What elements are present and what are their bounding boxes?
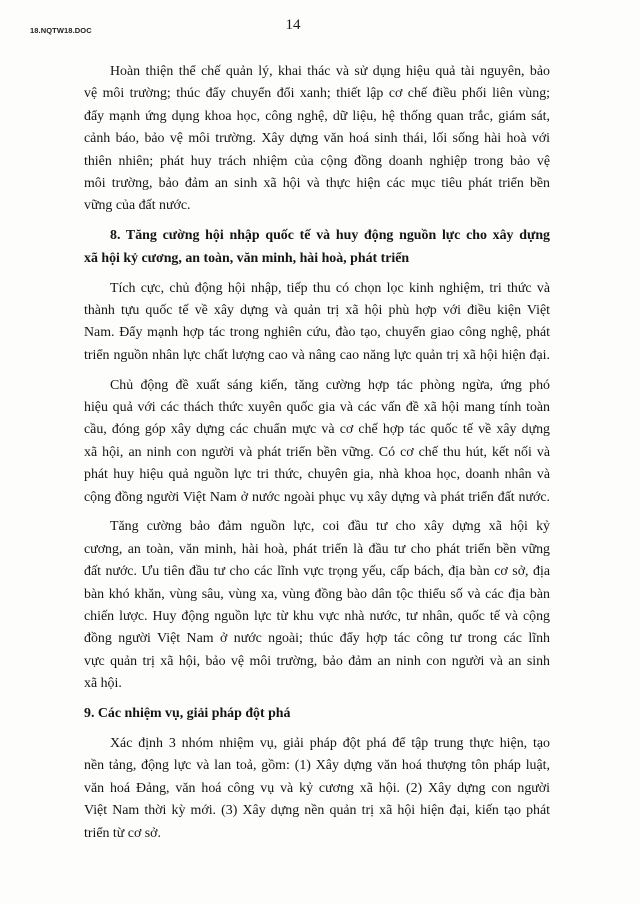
text-line: phát huy hiệu quả nguồn lực tri thức, chuyên gia, nhà khoa học, doanh nhân và xyxy=(84,467,550,483)
document-body xyxy=(84,61,550,852)
text-line: Hoàn thiện thể chế quản lý, khai thác và sử dụng hiệu quả tài nguyên, bảo xyxy=(110,64,550,79)
text-line: xã hội. xyxy=(84,676,122,692)
text-line: nền tảng, động lực và lan toả, gồm: (1) Xây dựng văn hoá thượng tôn pháp luật, xyxy=(84,758,550,774)
text-line: hiệu quả với các thách thức xuyên quốc gia và các vấn đề xã hội mang tính toàn xyxy=(84,399,550,415)
page-number: 14 xyxy=(285,17,301,33)
text-line: bàn khó khăn, vùng sâu, vùng xa, vùng đồng bào dân tộc thiểu số và các địa bàn xyxy=(84,586,550,602)
text-line: đất nước. Ưu tiên đầu tư cho các lĩnh vực trọng yếu, cấp bách, địa bàn cơ sở, địa xyxy=(84,564,550,580)
text-line: vững của đất nước. xyxy=(84,198,191,214)
text-line: thiên nhiên; phát huy trách nhiệm của cộng đồng doanh nghiệp trong bảo vệ xyxy=(84,153,550,169)
text-line: triển nguồn nhân lực chất lượng cao và nâng cao năng lực quản trị xã hội hiện đại. xyxy=(84,347,550,363)
text-line: vực quản trị xã hội, bảo vệ môi trường, bảo đảm an ninh con người và an sinh xyxy=(84,653,550,669)
text-line: môi trường, bảo đảm an sinh xã hội và thực hiện các mục tiêu phát triển bền xyxy=(84,175,550,191)
text-line: cầu, đóng góp xây dựng các chuẩn mực và cơ chế hợp tác quốc tế về xây dựng xyxy=(84,422,550,438)
text-line: văn hoá Đảng, văn hoá công vụ và kỷ cương xã hội. (2) Xây dựng con người xyxy=(84,780,550,796)
text-line: Nam. Đẩy mạnh hợp tác trong nghiên cứu, đào tạo, chuyển giao công nghệ, phát xyxy=(84,325,550,341)
text-line: cộng đồng người Việt Nam ở nước ngoài phục vụ xây dựng và phát triển đất nước. xyxy=(84,489,550,505)
text-line: đẩy mạnh ứng dụng khoa học, công nghệ, dữ liệu, hệ thống quan trắc, giám sát, xyxy=(84,108,550,124)
heading-line: 8. Tăng cường hội nhập quốc tế và huy động nguồn lực cho xây dựng xyxy=(110,228,550,244)
paragraph-breakthrough-tasks xyxy=(84,733,550,845)
text-line: Xác định 3 nhóm nhiệm vụ, giải pháp đột phá để tập trung thực hiện, tạo xyxy=(110,735,550,751)
heading-line: xã hội kỷ cương, an toàn, văn minh, hài hoà, phát triển xyxy=(84,250,410,266)
paragraph-initiatives xyxy=(84,375,550,509)
text-line: cảnh báo, bảo vệ môi trường. Xây dựng văn hoá sinh thái, lối sống hài hoà với xyxy=(84,131,550,147)
text-line: Tăng cường bảo đảm nguồn lực, coi đầu tư cho xây dựng xã hội kỷ xyxy=(110,519,550,535)
paragraph-integration xyxy=(84,278,550,368)
text-line: triển từ cơ sở. xyxy=(84,825,161,841)
text-line: thành tựu quốc tế về xây dựng và quản trị xã hội phù hợp với điều kiện Việt xyxy=(84,302,550,318)
text-line: Việt Nam thời kỳ mới. (3) Xây dựng nền quản trị xã hội hiện đại, kiến tạo phát xyxy=(84,803,550,819)
section-heading-9 xyxy=(84,703,550,725)
text-line: xã hội, an ninh con người và phát triển bền vững. Có cơ chế thu hút, kết nối và xyxy=(84,444,550,460)
text-line: Chủ động đề xuất sáng kiến, tăng cường hợp tác phòng ngừa, ứng phó xyxy=(110,377,550,393)
text-line: Tích cực, chủ động hội nhập, tiếp thu có chọn lọc kinh nghiệm, tri thức và xyxy=(110,280,550,296)
paragraph-resources xyxy=(84,516,550,695)
paragraph-environment xyxy=(84,61,550,218)
text-line: chiến lược. Huy động nguồn lực từ khu vực nhà nước, tư nhân, quốc tế và cộng xyxy=(84,608,550,624)
text-line: đồng người Việt Nam ở nước ngoài; thúc đẩy hợp tác công tư trong các lĩnh xyxy=(84,631,550,647)
section-heading-8 xyxy=(84,225,550,270)
document-file-code: 18.NQTW18.DOC xyxy=(30,26,92,35)
text-line: vệ môi trường; thúc đẩy chuyển đổi xanh; thiết lập cơ chế điều phối liên vùng; xyxy=(84,86,550,102)
heading-line: 9. Các nhiệm vụ, giải pháp đột phá xyxy=(84,706,291,722)
text-line: cương, an toàn, văn minh, hài hoà, phát triển là đầu tư cho phát triển bền vững xyxy=(84,541,550,557)
